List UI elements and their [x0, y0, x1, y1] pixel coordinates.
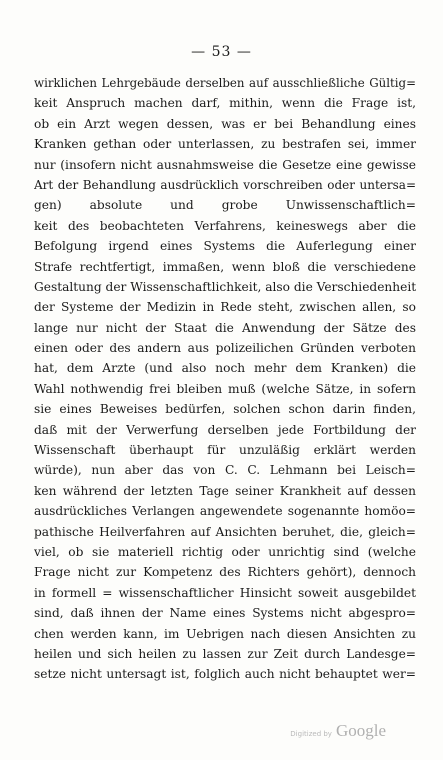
- text-line: in formell = wissenschaftlicher Hinsicht soweit ausgebildet: [34, 585, 416, 600]
- text-line: wirklichen Lehrgebäude derselben auf ausschließliche Gültig=: [34, 76, 416, 90]
- text-line: gen) absolute und grobe Unwissenschaftlich=: [34, 198, 416, 213]
- text-line: viel, ob sie materiell richtig oder unrichtig sind (welche: [34, 544, 416, 559]
- watermark-prefix: Digitized by: [290, 730, 332, 738]
- text-line: Gestaltung der Wissenschaftlichkeit, also die Verschiedenheit: [34, 279, 416, 294]
- text-line: Strafe rechtfertigt, immaßen, wenn bloß die verschiedene: [34, 259, 416, 274]
- digitized-watermark: [290, 721, 386, 741]
- text-line: ken während der letzten Tage seiner Krankheit auf dessen: [34, 483, 416, 498]
- text-line: Frage nicht zur Kompetenz des Richters gehört), dennoch: [34, 565, 416, 580]
- text-line: sie eines Beweises bedürfen, solchen schon darin finden,: [34, 402, 416, 417]
- page-number: — 53 —: [191, 44, 252, 60]
- text-line: heilen und sich heilen zu lassen zur Zeit durch Landesge=: [34, 646, 416, 661]
- text-line: Wissenschaft überhaupt für unzuläßig erklärt werden: [34, 443, 416, 458]
- text-line: keit des beobachteten Verfahrens, keineswegs aber die: [34, 218, 416, 233]
- text-line: Befolgung irgend eines Systems die Auferlegung einer: [34, 239, 416, 254]
- google-logo: Google: [335, 721, 386, 740]
- text-line: sind, daß ihnen der Name eines Systems nicht abgespro=: [34, 606, 416, 621]
- text-line: pathische Heilverfahren auf Ansichten beruhet, die, gleich=: [34, 524, 416, 539]
- text-line: lange nur nicht der Staat die Anwendung der Sätze des: [34, 320, 416, 335]
- text-line: einen oder des andern aus polizeilichen Gründen verboten: [34, 341, 416, 356]
- body-text: [34, 73, 416, 685]
- text-line: daß mit der Verwerfung derselben jede Fortbildung der: [34, 422, 416, 437]
- text-line: Art der Behandlung ausdrücklich vorschreiben oder untersa=: [34, 177, 416, 192]
- text-line: Wahl nothwendig frei bleiben muß (welche Sätze, in sofern: [34, 381, 416, 396]
- text-line: chen werden kann, im Uebrigen nach diesen Ansichten zu: [34, 626, 416, 641]
- text-line: würde), nun aber das von C. C. Lehmann bei Leisch=: [34, 463, 416, 478]
- text-line: nur (insofern nicht ausnahmsweise die Gesetze eine gewisse: [34, 157, 416, 172]
- text-line: der Systeme der Medizin in Rede steht, zwischen allen, so: [34, 300, 416, 315]
- text-line: keit Anspruch machen darf, mithin, wenn die Frage ist,: [34, 96, 416, 111]
- text-line: ausdrückliches Verlangen angewendete sogenannte homöo=: [34, 504, 416, 519]
- text-line: hat, dem Arzte (und also noch mehr dem Kranken) die: [34, 361, 416, 376]
- text-line: setze nicht untersagt ist, folglich auch nicht behauptet wer=: [34, 667, 416, 682]
- text-line: ob ein Arzt wegen dessen, was er bei Behandlung eines: [34, 116, 416, 131]
- text-line: Kranken gethan oder unterlassen, zu bestrafen sei, immer: [34, 137, 416, 152]
